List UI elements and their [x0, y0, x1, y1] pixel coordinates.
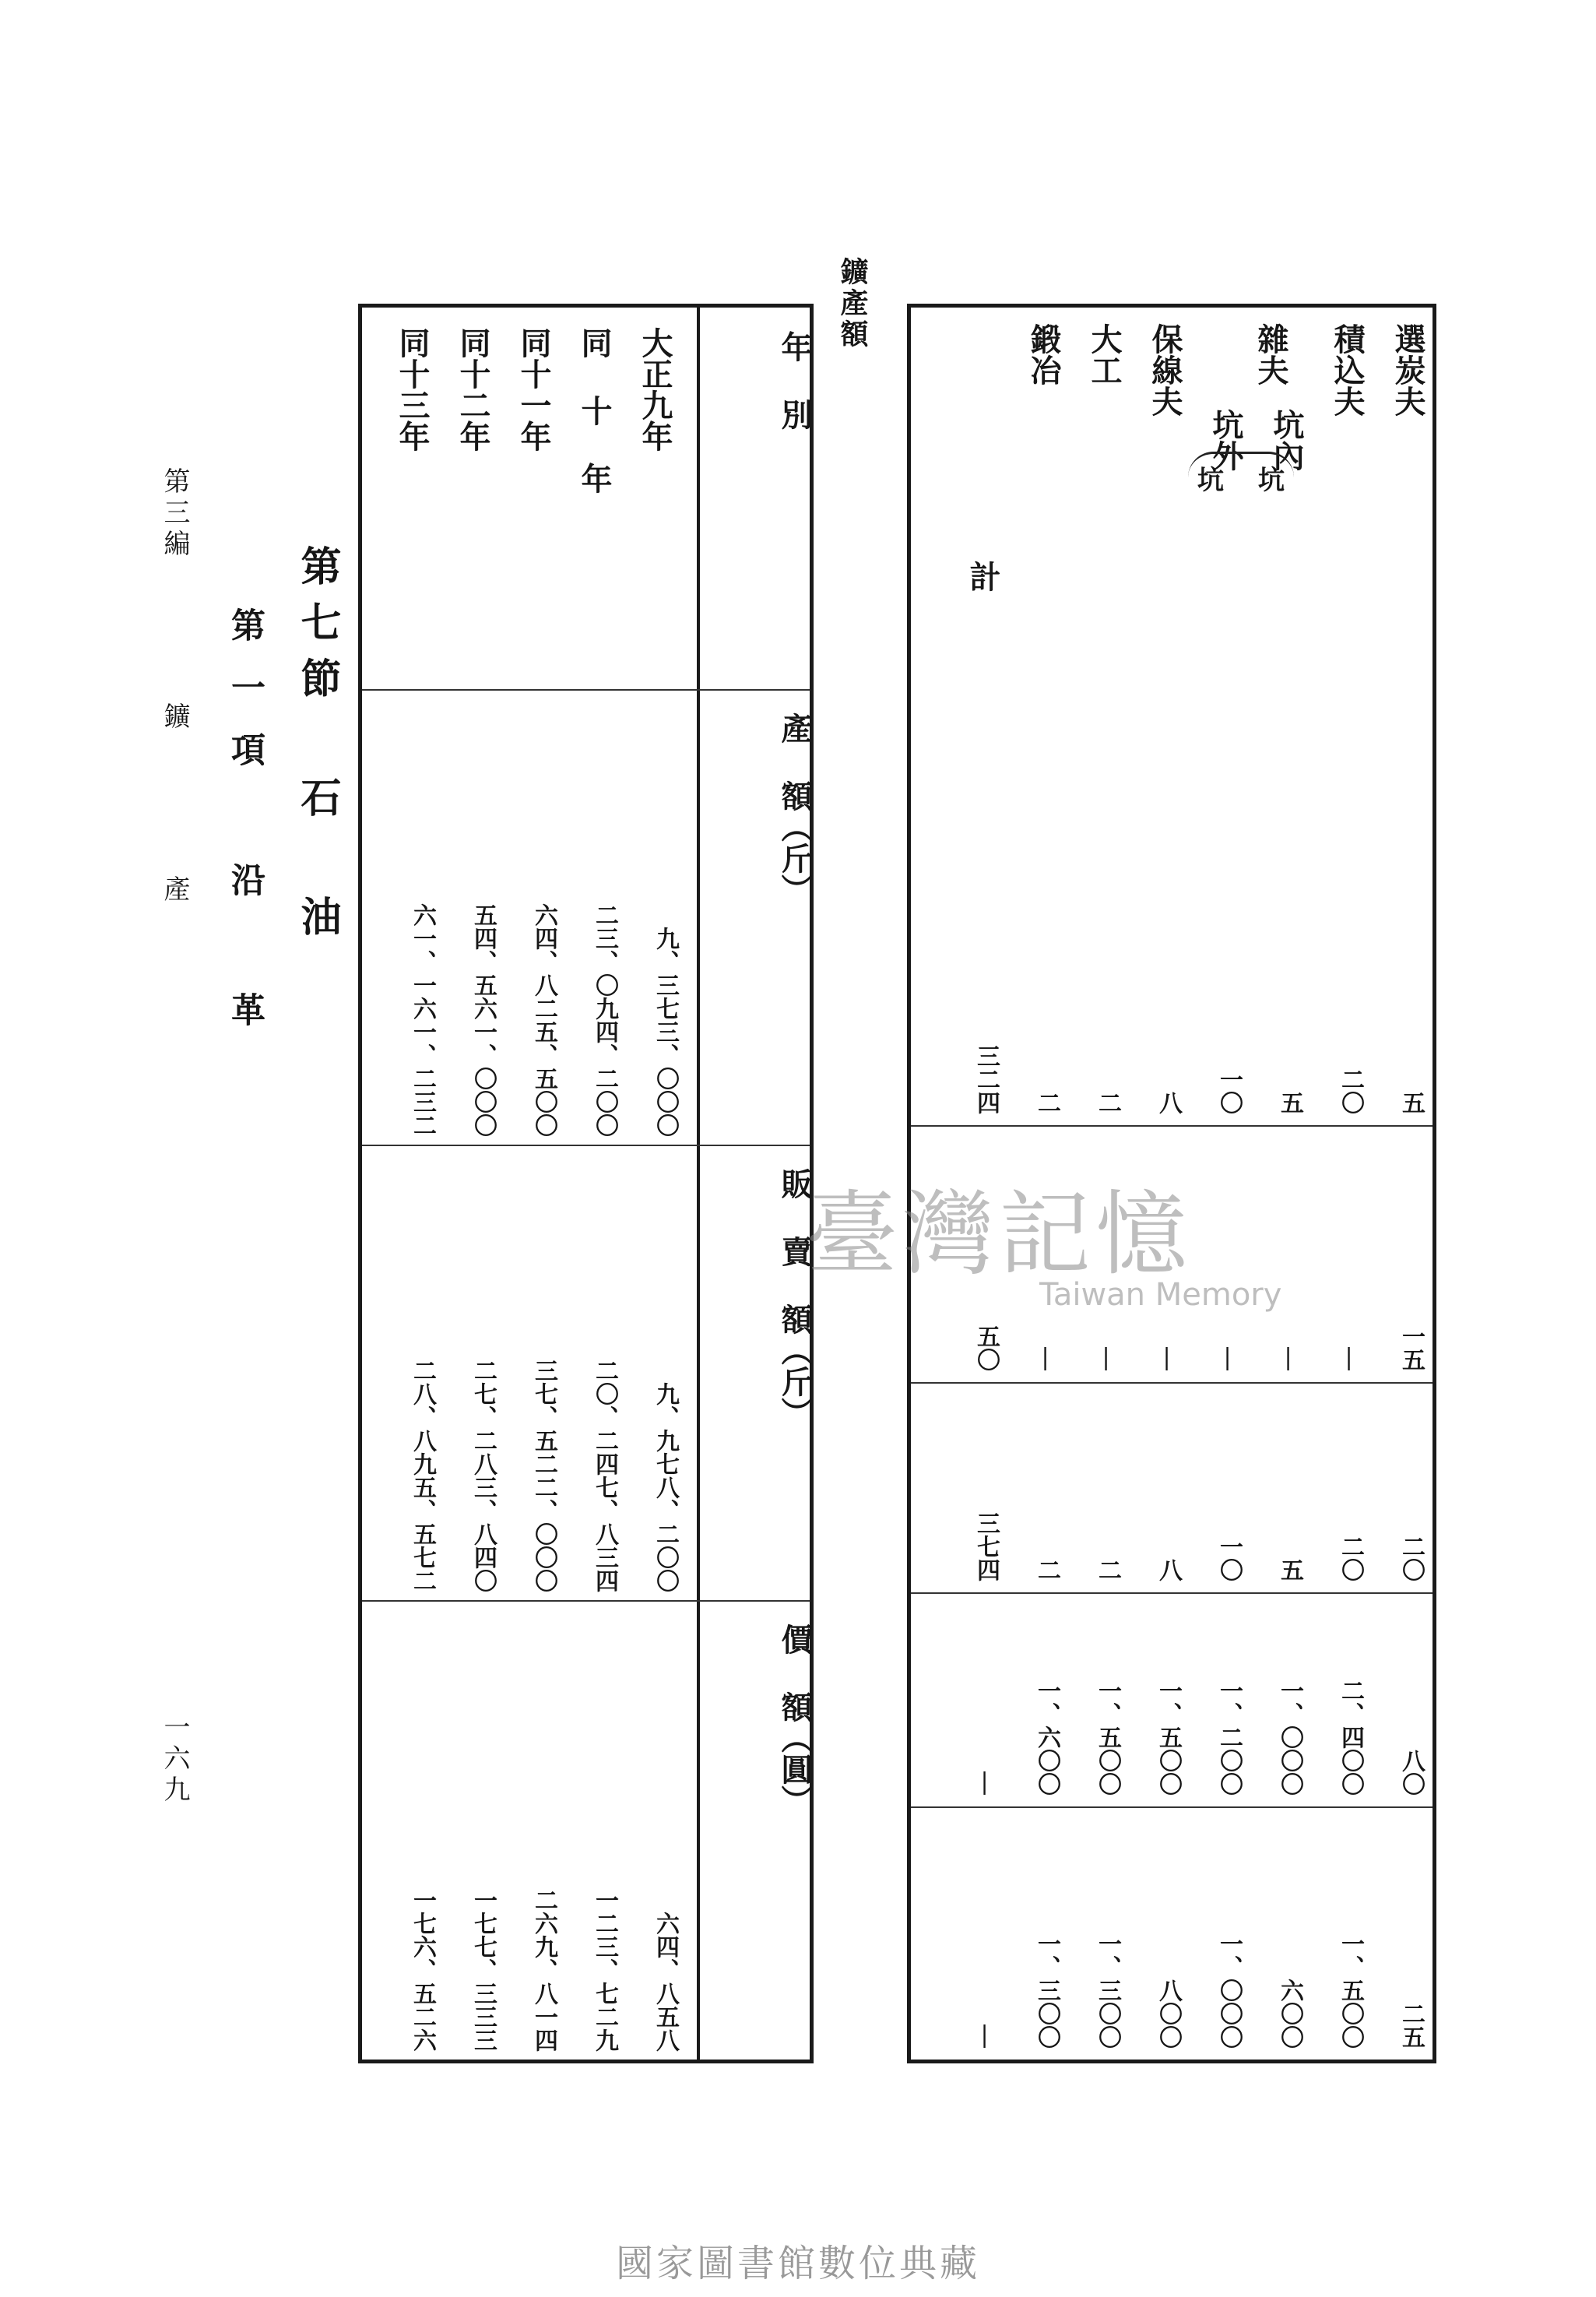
labor-cell: | [1274, 1344, 1302, 1371]
labor-group-sub: 坑 [1197, 465, 1224, 496]
petroleum-row-year: 同十三年 [394, 327, 431, 452]
labor-cell: 八 [1155, 1558, 1182, 1581]
petroleum-cell-sales: 九、九七八、二〇〇 [652, 1382, 679, 1592]
labor-category-label: 積込夫 [1329, 323, 1366, 417]
petroleum-header-column [697, 308, 813, 2060]
petroleum-header-value: 價 額（圓） [776, 1623, 813, 1816]
petroleum-header-sales: 販 賣 額（斤） [776, 1168, 813, 1428]
petroleum-cell-value: 一七六、五二六 [409, 1888, 436, 2052]
labor-cell: 一、〇〇〇 [1276, 1679, 1303, 1796]
running-header [156, 467, 194, 906]
labor-cell: 二 [1033, 1558, 1060, 1581]
labor-category-label: 坑內 [1268, 409, 1305, 471]
petroleum-row-year: 大正九年 [637, 327, 673, 452]
labor-table-caption: 鑛產額 [836, 257, 869, 350]
petroleum-cell-sales: 二八、八九五、五七二 [409, 1359, 436, 1592]
labor-cell: 五 [1397, 1091, 1425, 1114]
petroleum-header-production: 產 額（斤） [776, 712, 813, 905]
petroleum-header-year: 年 別 [776, 331, 813, 430]
labor-category-label: 保線夫 [1147, 323, 1183, 417]
petroleum-table [358, 304, 814, 2063]
petroleum-cell-sales: 二七、二八三、八四〇 [469, 1359, 497, 1592]
labor-category-label: 坑外 [1208, 409, 1244, 471]
petroleum-row-year: 同 十 年 [576, 327, 613, 494]
page-number: 一六九 [159, 1713, 190, 1806]
petroleum-cell-sales: 三七、五二二、〇〇〇 [530, 1359, 557, 1592]
petroleum-cell-sales: 二〇、二四七、八三四 [591, 1359, 618, 1592]
labor-cell: | [1032, 1344, 1059, 1371]
labor-cell: 二〇 [1337, 1535, 1364, 1581]
labor-table [907, 304, 1436, 2063]
labor-cell: 八〇 [1397, 1749, 1425, 1796]
labor-cell: 五 [1276, 1091, 1303, 1114]
petroleum-cell-production: 九、三七三、〇〇〇 [652, 927, 679, 1137]
labor-category-label: 鍛冶 [1025, 323, 1062, 385]
labor-cell: 三二四 [972, 1044, 1000, 1114]
labor-rows [911, 308, 1433, 2060]
section-title: 第七節 石 油 [294, 545, 341, 952]
running-header-part: 鑛 [159, 702, 190, 733]
labor-cell: 一、五〇〇 [1094, 1679, 1121, 1796]
petroleum-rows [362, 308, 697, 2060]
petroleum-cell-production: 五四、五六一、〇〇〇 [469, 903, 497, 1137]
labor-cell: | [971, 2021, 998, 2049]
labor-cell: | [971, 1768, 998, 1796]
petroleum-cell-production: 六四、八二五、五〇〇 [530, 903, 557, 1137]
labor-cell: 六〇〇 [1276, 1979, 1303, 2049]
labor-cell: 二 [1033, 1091, 1060, 1114]
petroleum-cell-value: 二六九、八一四 [530, 1888, 557, 2052]
labor-cell: | [1153, 1344, 1180, 1371]
labor-group-label: 雜夫 [1253, 323, 1289, 385]
labor-cell: 二〇 [1337, 1068, 1364, 1114]
labor-cell: 五〇 [972, 1324, 1000, 1371]
subsection-title: 第一項 沿 革 [225, 607, 265, 1054]
labor-cell: 二〇 [1397, 1535, 1425, 1581]
labor-cell: 一、二〇〇 [1215, 1679, 1243, 1796]
petroleum-row-year: 同十二年 [455, 327, 491, 452]
labor-cell: 八〇〇 [1155, 1979, 1182, 2049]
labor-category-label: 計 [965, 561, 1001, 592]
labor-cell: 一、三〇〇 [1033, 1932, 1060, 2049]
labor-cell: 一五 [1397, 1324, 1425, 1371]
labor-cell: 一、三〇〇 [1094, 1932, 1121, 2049]
labor-cell: | [1335, 1344, 1362, 1371]
labor-cell: | [1214, 1344, 1241, 1371]
labor-cell: 一〇 [1215, 1535, 1243, 1581]
watermark-english: Taiwan Memory [1039, 1277, 1282, 1313]
labor-cell: 二 [1094, 1558, 1121, 1581]
labor-cell: 一、五〇〇 [1337, 1932, 1364, 2049]
petroleum-cell-value: 六四、八五八 [652, 1912, 679, 2052]
labor-cell: 一〇 [1215, 1068, 1243, 1114]
petroleum-cell-value: 一七七、三三三 [469, 1888, 497, 2052]
labor-category-label: 選炭夫 [1390, 323, 1426, 417]
labor-group-sub: 坑 [1258, 465, 1285, 496]
labor-cell: 一、六〇〇 [1033, 1679, 1060, 1796]
labor-cell: 二五 [1397, 2002, 1425, 2049]
running-header-part2: 產 [159, 875, 190, 906]
labor-cell: 五 [1276, 1558, 1303, 1581]
petroleum-cell-production: 六一、一六一、二三二 [409, 903, 436, 1137]
petroleum-cell-production: 二三、〇九四、二〇〇 [591, 903, 618, 1137]
labor-cell: 二、四〇〇 [1337, 1679, 1364, 1796]
labor-cell: 一、〇〇〇 [1215, 1932, 1243, 2049]
labor-cell: 三七四 [972, 1511, 1000, 1581]
petroleum-row-year: 同十一年 [515, 327, 552, 452]
footer-text: 國家圖書館數位典藏 [615, 2242, 980, 2285]
labor-cell: 二 [1094, 1091, 1121, 1114]
labor-category-label: 大工 [1086, 323, 1123, 385]
labor-cell: 一、五〇〇 [1155, 1679, 1182, 1796]
labor-cell: | [1092, 1344, 1120, 1371]
labor-cell: 八 [1155, 1091, 1182, 1114]
petroleum-cell-value: 一二三、七二九 [591, 1888, 618, 2052]
watermark-chinese: 臺灣記憶 [806, 1180, 1193, 1288]
running-header-volume: 第三編 [159, 467, 190, 561]
